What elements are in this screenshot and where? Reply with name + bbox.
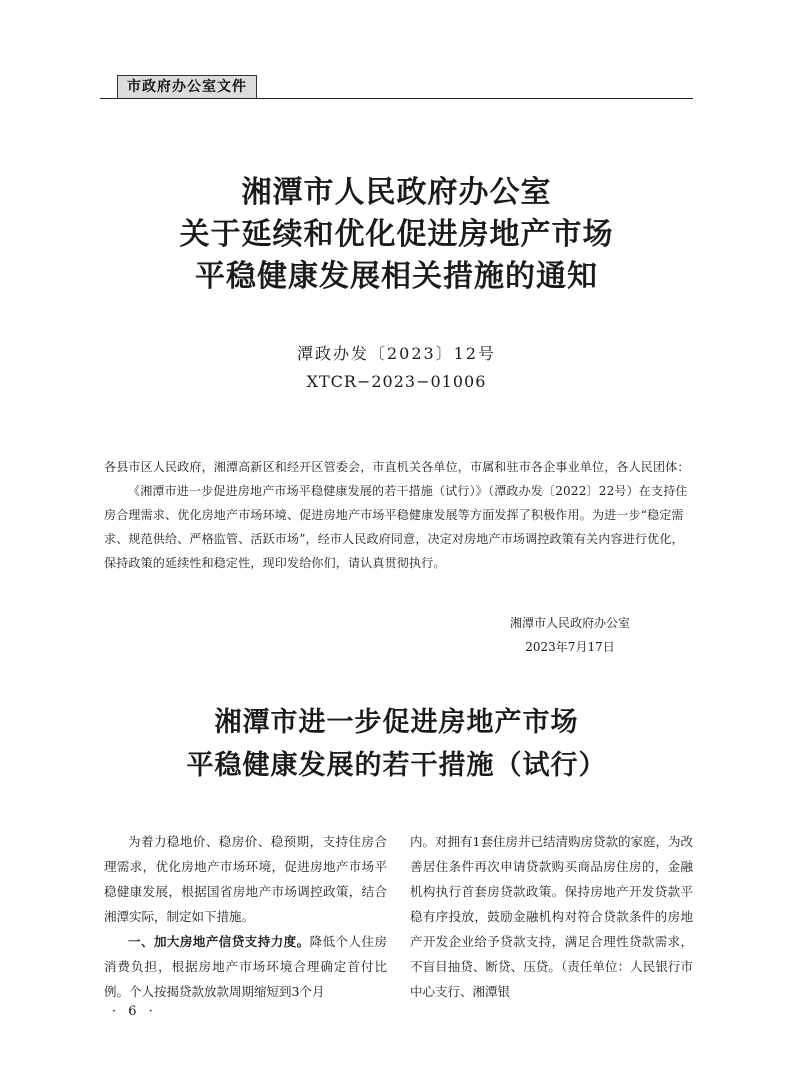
- title-line-3: 平稳健康发展相关措施的通知: [195, 259, 598, 294]
- signature-date: 2023年7月17日: [525, 640, 615, 654]
- notice-paragraph: 《湘潭市进一步促进房地产市场平稳健康发展的若干措施（试行）》（潭政办发〔2022〕22号）在支持住房合理需求、优化房地产市场环境、促进房地产市场平稳健康发展等方面发挥了积极作用。为进一步“稳定需求、规范供给、严格监管、活跃市场”，经市人民政府同意，决定对房地产市场调控政策有关内容进行优化，保持政策的延续性和稳定性，现印发给你们，请认真贯彻执行。: [104, 484, 688, 570]
- notice-body: [104, 455, 692, 575]
- header-rule: [100, 98, 693, 99]
- title-line-2: 关于延续和优化促进房地产市场: [179, 217, 614, 252]
- signature-org: 湘潭市人民政府办公室: [509, 616, 630, 630]
- measures-title: [0, 701, 793, 787]
- section-1-paragraph: [104, 929, 387, 1004]
- section-1-heading: 一、加大房地产信贷支持力度。: [128, 934, 310, 949]
- title-line-1: 湘潭市人民政府办公室: [241, 175, 552, 210]
- right-column-paragraph: 内。对拥有1套住房并已结清购房贷款的家庭，为改善居住条件再次申请贷款购买商品房住房的，金融机构执行首套房贷款政策。保持房地产开发贷款平稳有序投放，鼓励金融机构对符合贷款条件的房地产开发企业给予贷款支持，满足合理性贷款需求，不盲目抽贷、断贷、压贷。（责任单位：人民银行市中心支行、湘潭银: [410, 834, 693, 999]
- document-code: XTCR−2023−01006: [306, 372, 487, 391]
- signature: [490, 611, 650, 659]
- section-1-text: 降低个人住房消费负担，根据房地产市场环境合理确定首付比例。个人按揭贷款放款周期缩短到3个月: [104, 934, 387, 999]
- page-number: · 6 ·: [112, 1004, 157, 1019]
- section-tag: 市政府办公室文件: [117, 75, 257, 99]
- subtitle-line-1: 湘潭市进一步促进房地产市场: [214, 707, 579, 738]
- intro-paragraph: 为着力稳地价、稳房价、稳预期，支持住房合理需求，优化房地产市场环境，促进房地产市场平稳健康发展，根据国省房地产市场调控政策，结合湘潭实际，制定如下措施。: [104, 834, 387, 924]
- right-column: [410, 829, 693, 1004]
- subtitle-line-2: 平稳健康发展的若干措施（试行）: [186, 750, 607, 781]
- document-title: [0, 172, 793, 298]
- left-column: [104, 829, 387, 1004]
- notice-recipients: 各县市区人民政府，湘潭高新区和经开区管委会，市直机关各单位，市属和驻市各企事业单位，各人民团体：: [104, 460, 690, 474]
- document-number: 潭政办发〔2023〕12号: [296, 344, 497, 363]
